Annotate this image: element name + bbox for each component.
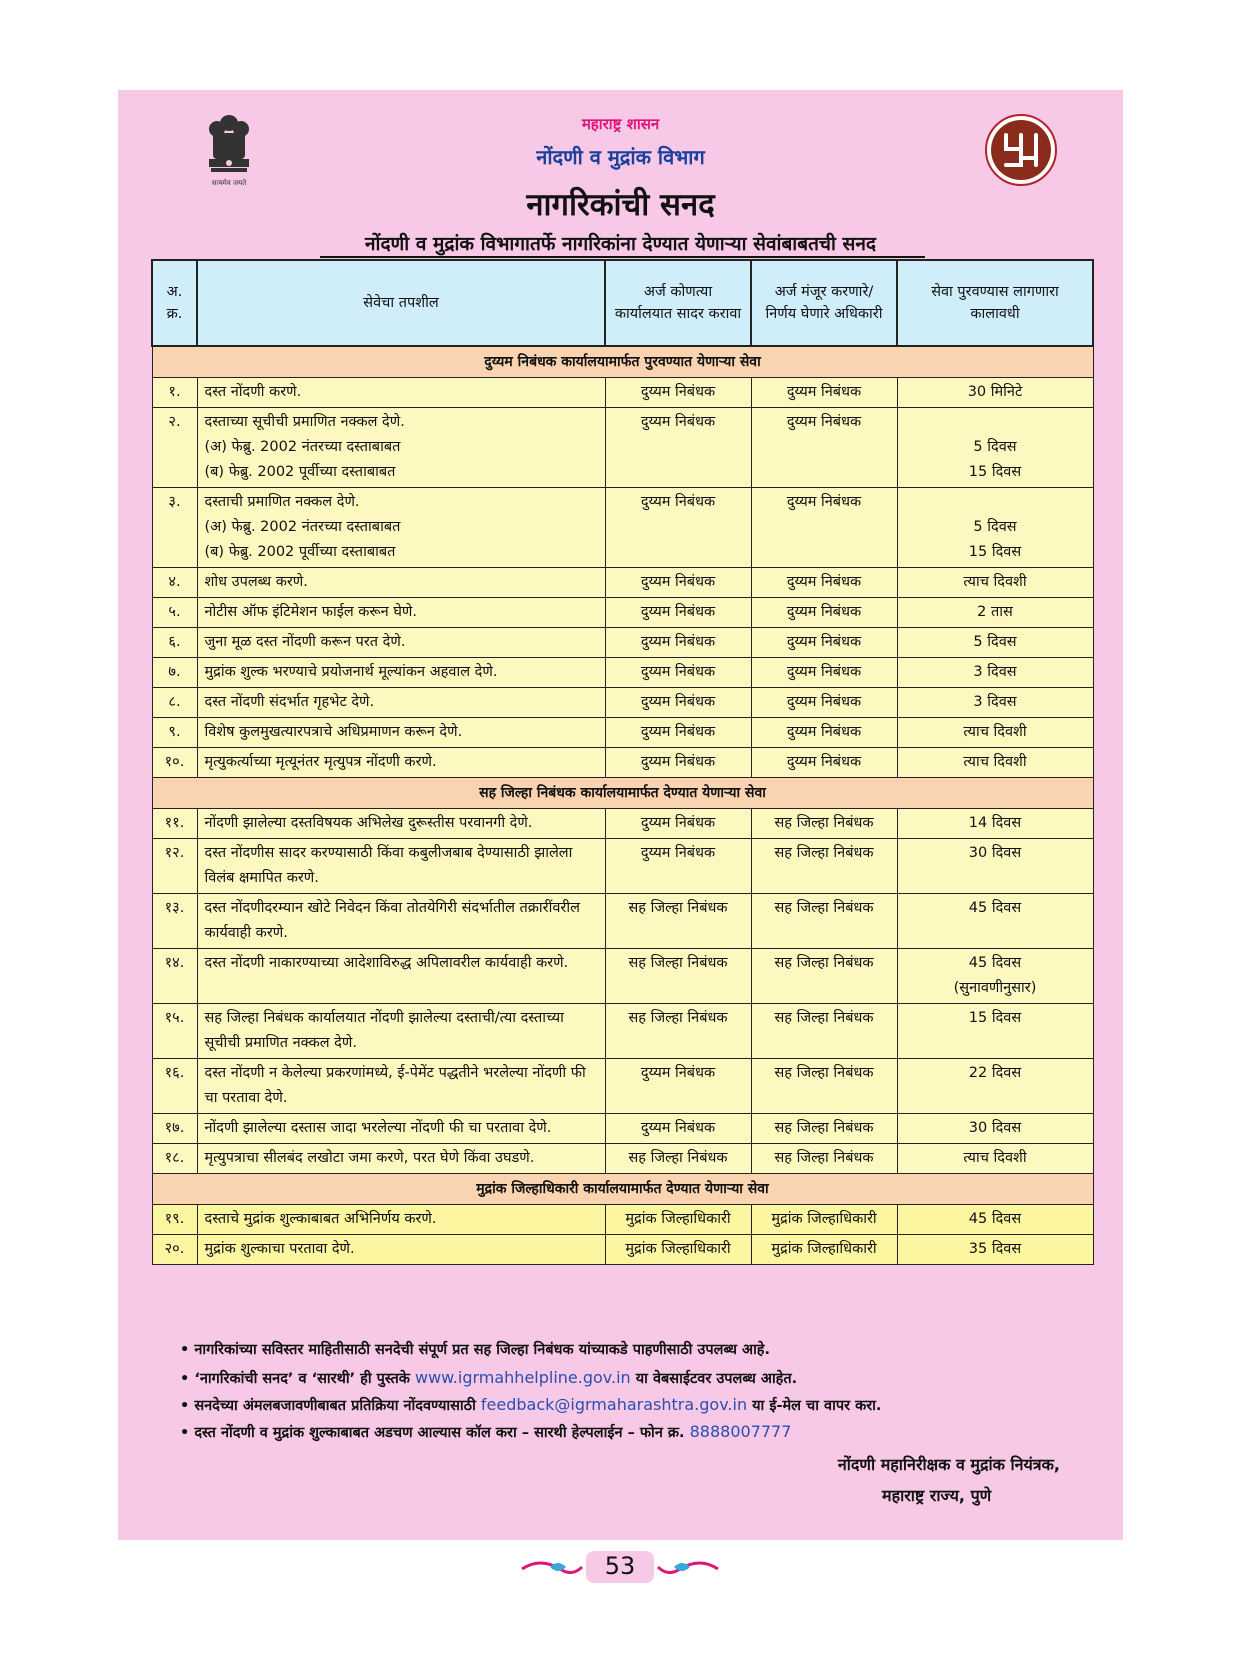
time-value: 30 दिवस [968, 1120, 1022, 1136]
service-text: शोध उपलब्ध करणे. [204, 574, 308, 590]
service-description [197, 378, 605, 408]
row-number: ११. [152, 809, 197, 839]
service-time [897, 1205, 1093, 1235]
time-value: 3 दिवस [973, 694, 1017, 710]
service-text: दस्त नोंदणी नाकारण्याच्या आदेशाविरुद्ध अपिलावरील कार्यवाही करणे. [204, 955, 569, 971]
table-row [152, 598, 1093, 628]
application-office: दुय्यम निबंधक [605, 839, 751, 894]
row-number: १८. [152, 1144, 197, 1174]
row-number: ८. [152, 688, 197, 718]
service-subitem: (ब) फेब्रु. 2002 पूर्वीच्या दस्ताबाबत [204, 544, 396, 560]
service-text: मुद्रांक शुल्काचा परतावा देणे. [204, 1241, 355, 1257]
service-description [197, 1205, 605, 1235]
col-header-office: अर्ज कोणत्या कार्यालयात सादर करावा [605, 260, 751, 346]
row-number: ४. [152, 568, 197, 598]
row-number: १५. [152, 1004, 197, 1059]
note-text: या ई-मेल चा वापर करा. [747, 1398, 882, 1414]
page-subtitle: नोंदणी व मुद्रांक विभागातर्फे नागरिकांना देण्यात येणाऱ्या सेवांबाबतची सनद [365, 233, 876, 255]
page-title: नागरिकांची सनद [526, 187, 715, 223]
table-row [152, 628, 1093, 658]
table-row [152, 488, 1093, 568]
service-text: नोंदणी झालेल्या दस्तास जादा भरलेल्या नोंदणी फी चा परतावा देणे. [204, 1120, 552, 1136]
row-number: १६. [152, 1059, 197, 1114]
service-text: दस्त नोंदणी न केलेल्या प्रकरणांमध्ये, ई-पेमेंट पद्धतीने भरलेल्या नोंदणी फी चा परतावा देणे. [204, 1065, 586, 1106]
service-description [197, 568, 605, 598]
service-description [197, 1004, 605, 1059]
service-text: मृत्युपत्राचा सीलबंद लखोटा जमा करणे, परत घेणे किंवा उघडणे. [204, 1150, 535, 1166]
time-value: 35 दिवस [968, 1241, 1022, 1257]
service-time [897, 408, 1093, 488]
application-office: दुय्यम निबंधक [605, 658, 751, 688]
service-description [197, 1059, 605, 1114]
row-number: ५. [152, 598, 197, 628]
section-title: सह जिल्हा निबंधक कार्यालयामार्फत देण्यात येणाऱ्या सेवा [152, 778, 1093, 809]
website-link[interactable]: www.igrmahhelpline.gov.in [415, 1368, 631, 1387]
note-text: • ‘नागरिकांची सनद’ व ‘सारथी’ ही पुस्तके [180, 1371, 415, 1387]
approving-officer: दुय्यम निबंधक [751, 658, 897, 688]
approving-officer: सह जिल्हा निबंधक [751, 1144, 897, 1174]
service-description [197, 894, 605, 949]
table-row [152, 809, 1093, 839]
section-title: दुय्यम निबंधक कार्यालयामार्फत पुरवण्यात येणाऱ्या सेवा [152, 346, 1093, 378]
approving-officer: सह जिल्हा निबंधक [751, 809, 897, 839]
time-subvalue: 5 दिवस [973, 519, 1017, 535]
service-time [897, 839, 1093, 894]
approving-officer: मुद्रांक जिल्हाधिकारी [751, 1205, 897, 1235]
time-value: 30 मिनिटे [967, 384, 1023, 400]
row-number: ७. [152, 658, 197, 688]
time-subvalue: 15 दिवस [968, 544, 1022, 560]
time-value: 5 दिवस [973, 634, 1017, 650]
application-office: मुद्रांक जिल्हाधिकारी [605, 1235, 751, 1265]
approving-officer: सह जिल्हा निबंधक [751, 1114, 897, 1144]
application-office: दुय्यम निबंधक [605, 488, 751, 568]
service-time [897, 658, 1093, 688]
application-office: दुय्यम निबंधक [605, 748, 751, 778]
note-item [180, 1391, 1080, 1418]
time-value [905, 490, 1086, 515]
row-number: १४. [152, 949, 197, 1004]
service-description [197, 688, 605, 718]
row-number: ३. [152, 488, 197, 568]
subtitle-underline [320, 256, 925, 258]
service-description [197, 598, 605, 628]
services-table [151, 259, 1094, 1265]
service-time [897, 688, 1093, 718]
table-row [152, 1235, 1093, 1265]
service-description [197, 658, 605, 688]
page-number: 53 [604, 1552, 636, 1580]
time-value: 15 दिवस [968, 1010, 1022, 1026]
note-text: या वेबसाईटवर उपलब्ध आहेत. [630, 1371, 798, 1387]
table-row [152, 1059, 1093, 1114]
time-value: 22 दिवस [968, 1065, 1022, 1081]
service-text: दस्त नोंदणी संदर्भात गृहभेट देणे. [204, 694, 375, 710]
note-item [180, 1364, 1080, 1391]
table-row [152, 1205, 1093, 1235]
approving-officer: दुय्यम निबंधक [751, 408, 897, 488]
time-value: त्याच दिवशी [963, 754, 1027, 770]
application-office: मुद्रांक जिल्हाधिकारी [605, 1205, 751, 1235]
service-description [197, 1144, 605, 1174]
application-office: दुय्यम निबंधक [605, 598, 751, 628]
gov-name: महाराष्ट्र शासन [581, 115, 660, 133]
service-subitem: (अ) फेब्रु. 2002 नंतरच्या दस्ताबाबत [204, 519, 401, 535]
service-text: जुना मूळ दस्त नोंदणी करून परत देणे. [204, 634, 406, 650]
table-row [152, 378, 1093, 408]
application-office: दुय्यम निबंधक [605, 408, 751, 488]
signature-line-1: नोंदणी महानिरीक्षक व मुद्रांक नियंत्रक, [837, 1455, 1060, 1474]
emblem-motto: सत्यमेव जयते [211, 179, 247, 187]
table-row [152, 949, 1093, 1004]
application-office: सह जिल्हा निबंधक [605, 1004, 751, 1059]
service-description [197, 628, 605, 658]
service-time [897, 894, 1093, 949]
approving-officer: दुय्यम निबंधक [751, 628, 897, 658]
approving-officer: सह जिल्हा निबंधक [751, 1004, 897, 1059]
table-row [152, 1114, 1093, 1144]
service-description [197, 949, 605, 1004]
time-value [905, 410, 1086, 435]
service-time [897, 568, 1093, 598]
application-office: दुय्यम निबंधक [605, 628, 751, 658]
application-office: दुय्यम निबंधक [605, 378, 751, 408]
time-value: त्याच दिवशी [963, 724, 1027, 740]
col-header-time: सेवा पुरवण्यास लागणारा कालावधी [897, 260, 1093, 346]
service-text: दस्त नोंदणीस सादर करण्यासाठी किंवा कबुलीजबाब देण्यासाठी झालेला विलंब क्षमापित करणे. [204, 845, 573, 886]
time-value: 2 तास [977, 604, 1013, 620]
approving-officer: दुय्यम निबंधक [751, 718, 897, 748]
note-item [180, 1337, 1080, 1364]
phone-link[interactable]: 8888007777 [689, 1422, 792, 1441]
section-header-row [152, 346, 1093, 378]
application-office: दुय्यम निबंधक [605, 1114, 751, 1144]
row-number: २०. [152, 1235, 197, 1265]
row-number: ६. [152, 628, 197, 658]
service-subitem: (ब) फेब्रु. 2002 पूर्वीच्या दस्ताबाबत [204, 464, 396, 480]
time-value: 45 दिवस [968, 1211, 1022, 1227]
approving-officer: दुय्यम निबंधक [751, 598, 897, 628]
row-number: १७. [152, 1114, 197, 1144]
application-office: दुय्यम निबंधक [605, 1059, 751, 1114]
service-text: सह जिल्हा निबंधक कार्यालयात नोंदणी झालेल्या दस्ताची/त्या दस्ताच्या सूचीची प्रमाणित नक्कल देणे. [204, 1010, 564, 1051]
service-text: दस्ताची प्रमाणित नक्कल देणे. [204, 494, 360, 510]
application-office: दुय्यम निबंधक [605, 688, 751, 718]
service-time [897, 1004, 1093, 1059]
service-description [197, 1114, 605, 1144]
service-description [197, 408, 605, 488]
service-time [897, 718, 1093, 748]
row-number: ९. [152, 718, 197, 748]
service-text: मृत्युकर्त्याच्या मृत्यूनंतर मृत्युपत्र नोंदणी करणे. [204, 754, 437, 770]
approving-officer: सह जिल्हा निबंधक [751, 1059, 897, 1114]
time-value: त्याच दिवशी [963, 574, 1027, 590]
table-row [152, 894, 1093, 949]
service-text: विशेष कुलमुखत्यारपत्राचे अधिप्रमाणन करून देणे. [204, 724, 463, 740]
service-time [897, 488, 1093, 568]
table-row [152, 568, 1093, 598]
col-header-service: सेवेचा तपशील [197, 260, 605, 346]
time-subvalue: (सुनावणीनुसार) [953, 980, 1037, 996]
service-text: मुद्रांक शुल्क भरण्याचे प्रयोजनार्थ मूल्यांकन अहवाल देणे. [204, 664, 498, 680]
time-value: 30 दिवस [968, 845, 1022, 861]
signature-line-2: महाराष्ट्र राज्य, पुणे [882, 1486, 992, 1505]
approving-officer: सह जिल्हा निबंधक [751, 894, 897, 949]
service-time [897, 748, 1093, 778]
section-header-row [152, 778, 1093, 809]
row-number: २. [152, 408, 197, 488]
row-number: १२. [152, 839, 197, 894]
time-subvalue: 15 दिवस [968, 464, 1022, 480]
service-description [197, 809, 605, 839]
service-text: नोटीस ऑफ इंटिमेशन फाईल करून घेणे. [204, 604, 417, 620]
service-description [197, 839, 605, 894]
service-time [897, 1059, 1093, 1114]
note-text: • सनदेच्या अंमलबजावणीबाबत प्रतिक्रिया नोंदवण्यासाठी [180, 1398, 481, 1414]
col-header-number: अ. क्र. [152, 260, 197, 346]
row-number: १०. [152, 748, 197, 778]
service-text: दस्त नोंदणीदरम्यान खोटे निवेदन किंवा तोतयेगिरी संदर्भातील तक्रारींवरील कार्यवाही करणे. [204, 900, 580, 941]
service-description [197, 488, 605, 568]
approving-officer: सह जिल्हा निबंधक [751, 949, 897, 1004]
table-row [152, 1004, 1093, 1059]
application-office: सह जिल्हा निबंधक [605, 1144, 751, 1174]
table-row [152, 718, 1093, 748]
application-office: दुय्यम निबंधक [605, 718, 751, 748]
service-time [897, 809, 1093, 839]
service-description [197, 1235, 605, 1265]
time-value: 3 दिवस [973, 664, 1017, 680]
approving-officer: दुय्यम निबंधक [751, 748, 897, 778]
time-value: 14 दिवस [968, 815, 1022, 831]
service-text: दस्ताचे मुद्रांक शुल्काबाबत अभिनिर्णय करणे. [204, 1211, 437, 1227]
table-row [152, 688, 1093, 718]
page-number-ornament [520, 1547, 720, 1587]
application-office: दुय्यम निबंधक [605, 809, 751, 839]
table-body [152, 346, 1093, 1265]
service-time [897, 1235, 1093, 1265]
table-row [152, 748, 1093, 778]
row-number: १९. [152, 1205, 197, 1235]
row-number: १३. [152, 894, 197, 949]
note-item [180, 1418, 1080, 1445]
approving-officer: सह जिल्हा निबंधक [751, 839, 897, 894]
time-value: 45 दिवस [968, 955, 1022, 971]
table-row [152, 408, 1093, 488]
email-link[interactable]: feedback@igrmaharashtra.gov.in [480, 1395, 748, 1414]
section-header-row [152, 1174, 1093, 1205]
table-row [152, 1144, 1093, 1174]
approving-officer: दुय्यम निबंधक [751, 568, 897, 598]
application-office: सह जिल्हा निबंधक [605, 894, 751, 949]
table-header-row [152, 260, 1093, 346]
note-text: • नागरिकांच्या सविस्तर माहितीसाठी सनदेची संपूर्ण प्रत सह जिल्हा निबंधक यांच्याकडे पाहणीसाठी उपलब्ध आहे. [180, 1342, 770, 1358]
service-description [197, 718, 605, 748]
approving-officer: मुद्रांक जिल्हाधिकारी [751, 1235, 897, 1265]
service-time [897, 949, 1093, 1004]
application-office: दुय्यम निबंधक [605, 568, 751, 598]
service-text: नोंदणी झालेल्या दस्तविषयक अभिलेख दुरूस्तीस परवानगी देणे. [204, 815, 533, 831]
row-number: १. [152, 378, 197, 408]
section-title: मुद्रांक जिल्हाधिकारी कार्यालयामार्फत देण्यात येणाऱ्या सेवा [152, 1174, 1093, 1205]
time-value: त्याच दिवशी [963, 1150, 1027, 1166]
approving-officer: दुय्यम निबंधक [751, 378, 897, 408]
table-row [152, 839, 1093, 894]
service-time [897, 1114, 1093, 1144]
service-time [897, 1144, 1093, 1174]
approving-officer: दुय्यम निबंधक [751, 688, 897, 718]
application-office: सह जिल्हा निबंधक [605, 949, 751, 1004]
time-value: 45 दिवस [968, 900, 1022, 916]
department-name: नोंदणी व मुद्रांक विभाग [536, 145, 705, 169]
service-text: दस्ताच्या सूचीची प्रमाणित नक्कल देणे. [204, 414, 405, 430]
table-row [152, 658, 1093, 688]
notes-list [180, 1337, 1080, 1445]
note-text: • दस्त नोंदणी व मुद्रांक शुल्काबाबत अडचण आल्यास कॉल करा – सारथी हेल्पलाईन – फोन क्र. [180, 1425, 690, 1441]
service-time [897, 598, 1093, 628]
service-subitem: (अ) फेब्रु. 2002 नंतरच्या दस्ताबाबत [204, 439, 401, 455]
approving-officer: दुय्यम निबंधक [751, 488, 897, 568]
service-text: दस्त नोंदणी करणे. [204, 384, 302, 400]
time-subvalue: 5 दिवस [973, 439, 1017, 455]
col-header-officer: अर्ज मंजूर करणारे/ निर्णय घेणारे अधिकारी [751, 260, 897, 346]
service-time [897, 628, 1093, 658]
service-time [897, 378, 1093, 408]
service-description [197, 748, 605, 778]
